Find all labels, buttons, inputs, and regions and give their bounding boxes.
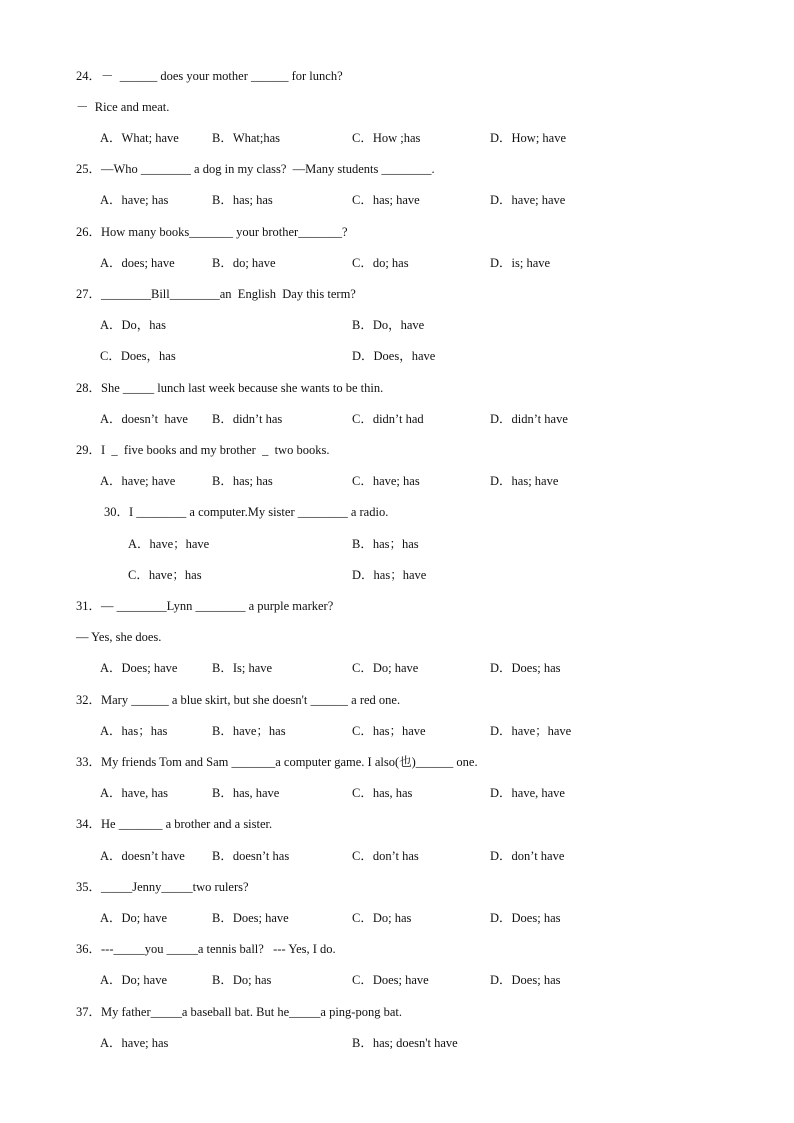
question-text: 24．－ ______ does your mother ______ for lunch? — [76, 69, 343, 83]
answer-option: D．Does，have — [352, 349, 436, 363]
question-text: 32．Mary ______ a blue skirt, but she doesn't ______ a red one. — [76, 693, 401, 707]
answer-option: D．Does; has — [490, 661, 561, 675]
answer-option: D．is; have — [490, 256, 551, 270]
answer-option: B．has; doesn't have — [352, 1036, 458, 1050]
answer-option: B．Does; have — [212, 911, 289, 925]
dialogue-line: — Yes, she does. — [76, 630, 162, 644]
answer-option: B．What;has — [212, 131, 281, 145]
answer-option: C．Do; has — [352, 911, 412, 925]
answer-option: C．has；have — [352, 724, 426, 738]
answer-option: A．Do，has — [100, 318, 166, 332]
answer-option: C．don’t has — [352, 849, 419, 863]
answer-option: D．Does; has — [490, 973, 561, 987]
answer-option: D．How; have — [490, 131, 567, 145]
answer-option: C．didn’t had — [352, 412, 424, 426]
answer-option: D．has; have — [490, 474, 559, 488]
answer-option: A．have; has — [100, 193, 169, 207]
question-text: 28．She _____ lunch last week because she wants to be thin. — [76, 381, 384, 395]
answer-option: B．has; has — [212, 474, 273, 488]
answer-option: C．have；has — [128, 568, 202, 582]
answer-option: D．have；have — [490, 724, 572, 738]
answer-option: B．do; have — [212, 256, 276, 270]
answer-option: A．doesn’t have — [100, 412, 188, 426]
answer-option: D．don’t have — [490, 849, 565, 863]
question-text: 36．---_____you _____a tennis ball? --- Yes, I do. — [76, 942, 336, 956]
answer-option: B．Do，have — [352, 318, 425, 332]
answer-option: D．didn’t have — [490, 412, 568, 426]
answer-option: A．have; has — [100, 1036, 169, 1050]
answer-option: C．has; have — [352, 193, 420, 207]
question-text: 25．—Who ________ a dog in my class? —Many students ________. — [76, 162, 435, 176]
question-text: 33．My friends Tom and Sam _______a computer game. I also(也)______ one. — [76, 755, 478, 769]
answer-option: B．has；has — [352, 537, 419, 551]
answer-option: A．Do; have — [100, 973, 167, 987]
answer-option: C．do; has — [352, 256, 409, 270]
answer-option: C．has, has — [352, 786, 413, 800]
answer-option: C．Does; have — [352, 973, 429, 987]
answer-option: A．have; have — [100, 474, 176, 488]
question-text: 37．My father_____a baseball bat. But he_____a ping-pong bat. — [76, 1005, 402, 1019]
answer-option: A．What; have — [100, 131, 179, 145]
question-text: 29．I _ five books and my brother _ two books. — [76, 443, 330, 457]
answer-option: A．have, has — [100, 786, 169, 800]
question-text: 30．I ________ a computer.My sister ________ a radio. — [104, 505, 389, 519]
answer-option: C．have; has — [352, 474, 420, 488]
answer-option: C．How ;has — [352, 131, 421, 145]
answer-option: B．has, have — [212, 786, 280, 800]
answer-option: D．have, have — [490, 786, 565, 800]
answer-option: A．doesn’t have — [100, 849, 185, 863]
question-text: 35．_____Jenny_____two rulers? — [76, 880, 249, 894]
answer-option: D．have; have — [490, 193, 566, 207]
answer-option: C．Do; have — [352, 661, 419, 675]
answer-option: D．has；have — [352, 568, 427, 582]
answer-option: A．has；has — [100, 724, 168, 738]
answer-option: A．have；have — [128, 537, 210, 551]
answer-option: B．didn’t has — [212, 412, 283, 426]
question-text: 26．How many books_______ your brother_______? — [76, 225, 348, 239]
answer-option: B．have；has — [212, 724, 286, 738]
dialogue-line: － Rice and meat. — [76, 100, 170, 114]
answer-option: A．does; have — [100, 256, 175, 270]
question-text: 31．— ________Lynn ________ a purple marker? — [76, 599, 334, 613]
question-text: 27．________Bill________an English Day this term? — [76, 287, 356, 301]
answer-option: C．Does，has — [100, 349, 176, 363]
answer-option: B．has; has — [212, 193, 273, 207]
answer-option: B．doesn’t has — [212, 849, 290, 863]
answer-option: B．Is; have — [212, 661, 273, 675]
answer-option: D．Does; has — [490, 911, 561, 925]
question-text: 34．He _______ a brother and a sister. — [76, 817, 273, 831]
answer-option: B．Do; has — [212, 973, 272, 987]
answer-option: A．Does; have — [100, 661, 178, 675]
answer-option: A．Do; have — [100, 911, 167, 925]
